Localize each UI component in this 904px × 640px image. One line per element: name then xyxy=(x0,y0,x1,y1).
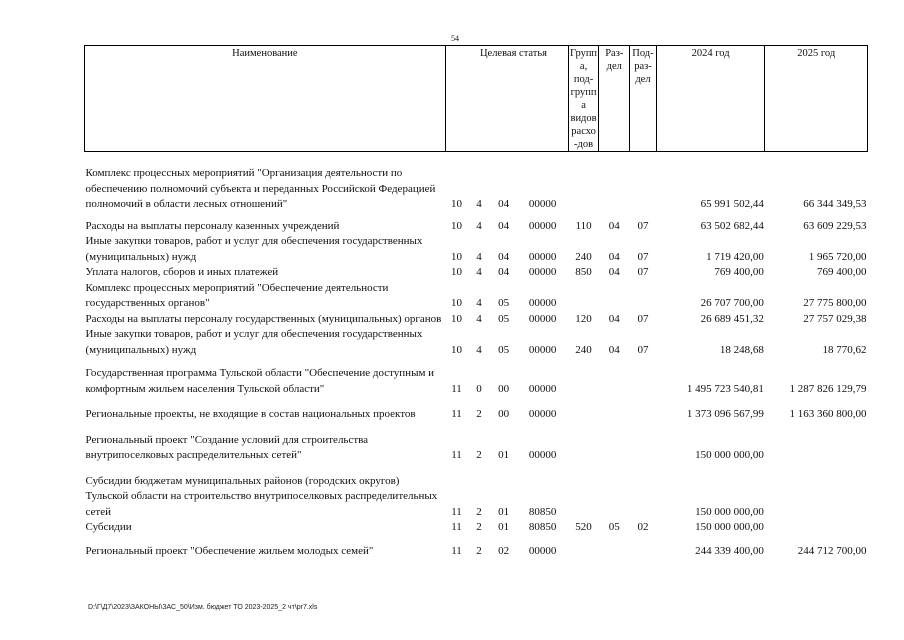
cell-t4: 00000 xyxy=(528,250,557,263)
cell-t2: 4 xyxy=(476,219,482,232)
table-header-row xyxy=(85,46,868,152)
cell-subsection: 07 xyxy=(637,266,649,278)
file-path-footer: D:\Г\Д7\2023\ЗАКОНЫ\ЗАС_50\Изм. бюджет ТО 2023-2025_2 чт\pr7.xls xyxy=(88,604,318,611)
cell-t2: 4 xyxy=(476,297,482,309)
cell-y2025: 63 609 229,53 xyxy=(803,219,867,232)
cell-y2025: 18 770,62 xyxy=(822,343,867,356)
cell-t4: 80850 xyxy=(528,505,557,518)
cell-y2024: 1 495 723 540,81 xyxy=(686,382,764,395)
table-row xyxy=(85,312,868,328)
cell-subsection xyxy=(630,358,657,397)
cell-y2024: 150 000 000,00 xyxy=(695,505,764,518)
cell-name: Иные закупки товаров, работ и услуг для обеспечения государственных (муниципальных) нужд xyxy=(85,328,423,356)
cell-y2024: 1 719 420,00 xyxy=(706,250,764,263)
cell-t2: 2 xyxy=(476,408,482,420)
cell-t1: 10 xyxy=(451,250,462,263)
cell-t2: 0 xyxy=(476,382,482,395)
cell-y2025: 244 712 700,00 xyxy=(797,544,867,557)
cell-name: Уплата налогов, сборов и иных платежей xyxy=(85,266,279,278)
cell-subsection xyxy=(630,464,657,521)
header-target xyxy=(479,46,568,152)
cell-y2025: 1 163 360 800,00 xyxy=(789,408,867,420)
cell-subsection: 07 xyxy=(637,250,649,263)
cell-group xyxy=(568,358,599,397)
cell-subsection: 07 xyxy=(637,343,649,356)
cell-t3: 04 xyxy=(498,250,510,263)
table-row xyxy=(85,213,868,235)
cell-y2025: 27 757 029,38 xyxy=(803,312,867,325)
cell-section: 04 xyxy=(608,343,620,356)
cell-name: Комплекс процессных мероприятий "Обеспечение деятельности государственных органов" xyxy=(85,281,389,309)
cell-t4: 00000 xyxy=(528,266,557,278)
cell-t4: 00000 xyxy=(528,312,557,325)
cell-name: Региональный проект "Обеспечение жильем молодых семей" xyxy=(85,544,374,557)
cell-t2: 4 xyxy=(476,266,482,278)
table-row xyxy=(85,520,868,536)
cell-t4: 00000 xyxy=(528,219,557,232)
cell-name: Комплекс процессных мероприятий "Организация деятельности по обеспечению полномочий субъекта и переданных Российской Федерацией полномочий в области лесных отношений" xyxy=(85,167,436,210)
cell-name: Региональный проект "Создание условий для строительства внутрипоселковых распределительных сетей" xyxy=(85,433,369,461)
page-number: 54 xyxy=(451,34,459,43)
table-row xyxy=(85,536,868,560)
cell-t4: 80850 xyxy=(528,521,557,533)
cell-section: 04 xyxy=(608,312,620,325)
cell-y2024: 244 339 400,00 xyxy=(695,544,764,557)
table-row xyxy=(85,464,868,521)
header-2024: 2024 год xyxy=(656,46,765,152)
cell-group xyxy=(568,423,599,464)
header-2025: 2025 год xyxy=(765,46,868,152)
cell-subsection xyxy=(630,536,657,560)
cell-t2: 4 xyxy=(476,312,482,325)
cell-t3: 04 xyxy=(498,219,510,232)
cell-t1: 11 xyxy=(451,449,462,461)
cell-t4: 00000 xyxy=(528,544,557,557)
cell-t3: 04 xyxy=(498,266,510,278)
cell-group: 120 xyxy=(575,312,592,325)
cell-t1: 10 xyxy=(451,198,462,210)
table-row xyxy=(85,152,868,213)
cell-name: Государственная программа Тульской области "Обеспечение доступным и комфортным жильем населения Тульской области" xyxy=(85,367,435,395)
header-group: Группа, под-группа видов расхо-дов xyxy=(568,46,599,152)
budget-table xyxy=(84,45,868,559)
cell-name: Иные закупки товаров, работ и услуг для обеспечения государственных (муниципальных) нужд xyxy=(85,235,423,263)
cell-t4: 00000 xyxy=(528,408,557,420)
cell-t4: 00000 xyxy=(528,297,557,309)
cell-t3: 02 xyxy=(498,544,510,557)
cell-t2: 4 xyxy=(476,198,482,210)
cell-t3: 05 xyxy=(498,297,510,309)
cell-t2: 2 xyxy=(476,505,482,518)
cell-group: 850 xyxy=(575,266,592,278)
cell-y2025: 66 344 349,53 xyxy=(803,198,867,210)
cell-subsection xyxy=(630,423,657,464)
cell-group: 110 xyxy=(575,219,592,232)
cell-y2024: 18 248,68 xyxy=(719,343,764,356)
header-section: Раз-дел xyxy=(599,46,630,152)
cell-y2025 xyxy=(765,423,868,464)
table-row xyxy=(85,397,868,423)
cell-t2: 4 xyxy=(476,343,482,356)
cell-y2025 xyxy=(765,520,868,536)
cell-t4: 00000 xyxy=(528,382,557,395)
cell-t2: 4 xyxy=(476,250,482,263)
header-name: Наименование xyxy=(85,46,446,152)
cell-section xyxy=(599,281,630,312)
cell-section xyxy=(599,423,630,464)
cell-y2025: 27 775 800,00 xyxy=(803,297,867,309)
cell-subsection xyxy=(630,397,657,423)
cell-section xyxy=(599,536,630,560)
cell-name: Региональные проекты, не входящие в состав национальных проектов xyxy=(85,408,416,420)
header-target-label: Целевая статья xyxy=(479,48,548,59)
cell-t1: 11 xyxy=(451,382,462,395)
cell-t1: 11 xyxy=(451,521,462,533)
cell-subsection: 07 xyxy=(637,219,649,232)
cell-group xyxy=(568,464,599,521)
cell-section xyxy=(599,397,630,423)
cell-t3: 01 xyxy=(498,521,510,533)
cell-y2024: 26 689 451,32 xyxy=(700,312,764,325)
cell-section: 04 xyxy=(608,266,620,278)
cell-name: Субсидии xyxy=(85,521,132,533)
cell-t1: 10 xyxy=(451,297,462,309)
cell-y2025: 1 965 720,00 xyxy=(808,250,867,263)
cell-y2025: 1 287 826 129,79 xyxy=(789,382,867,395)
cell-t1: 11 xyxy=(451,544,462,557)
cell-t2: 2 xyxy=(476,544,482,557)
cell-section: 04 xyxy=(608,219,620,232)
cell-subsection: 07 xyxy=(637,312,649,325)
cell-subsection xyxy=(630,281,657,312)
cell-t3: 00 xyxy=(498,408,510,420)
cell-y2024: 26 707 700,00 xyxy=(700,297,764,309)
cell-section xyxy=(599,358,630,397)
cell-t3: 04 xyxy=(498,198,510,210)
cell-t3: 00 xyxy=(498,382,510,395)
cell-group xyxy=(568,397,599,423)
cell-group: 520 xyxy=(575,521,592,533)
cell-y2024: 150 000 000,00 xyxy=(695,449,764,461)
cell-name: Расходы на выплаты персоналу казенных учреждений xyxy=(85,219,340,232)
cell-section: 05 xyxy=(608,521,620,533)
cell-t1: 10 xyxy=(451,219,462,232)
cell-t1: 11 xyxy=(451,408,462,420)
cell-t1: 10 xyxy=(451,343,462,356)
cell-t3: 01 xyxy=(498,449,510,461)
cell-section: 04 xyxy=(608,250,620,263)
cell-group xyxy=(568,536,599,560)
cell-t2: 2 xyxy=(476,449,482,461)
cell-t4: 00000 xyxy=(528,198,557,210)
table-row xyxy=(85,423,868,464)
table-row xyxy=(85,281,868,312)
cell-y2024: 1 373 096 567,99 xyxy=(686,408,764,420)
table-row xyxy=(85,327,868,358)
cell-group: 240 xyxy=(575,343,592,356)
cell-y2024: 150 000 000,00 xyxy=(695,521,764,533)
cell-y2024: 63 502 682,44 xyxy=(700,219,764,232)
cell-t1: 11 xyxy=(451,505,462,518)
cell-t1: 10 xyxy=(451,312,462,325)
cell-y2024: 769 400,00 xyxy=(714,266,764,278)
cell-name: Расходы на выплаты персоналу государственных (муниципальных) органов xyxy=(85,312,442,325)
cell-t4: 00000 xyxy=(528,343,557,356)
cell-t2: 2 xyxy=(476,521,482,533)
cell-y2024: 65 991 502,44 xyxy=(700,198,764,210)
cell-section xyxy=(599,464,630,521)
cell-t3: 05 xyxy=(498,312,510,325)
cell-group xyxy=(568,152,599,213)
table-row xyxy=(85,234,868,265)
cell-t3: 01 xyxy=(498,505,510,518)
cell-t4: 00000 xyxy=(528,449,557,461)
table-row xyxy=(85,358,868,397)
cell-subsection: 02 xyxy=(637,521,649,533)
table-body xyxy=(85,152,868,560)
cell-subsection xyxy=(630,152,657,213)
cell-group: 240 xyxy=(575,250,592,263)
cell-y2025 xyxy=(765,464,868,521)
table-row xyxy=(85,265,868,281)
header-subsection: Под-раз-дел xyxy=(630,46,657,152)
cell-y2025: 769 400,00 xyxy=(817,266,867,278)
cell-t3: 05 xyxy=(498,343,510,356)
cell-name: Субсидии бюджетам муниципальных районов (городских округов) Тульской области на строительство внутрипоселковых распределительных сетей xyxy=(85,474,438,518)
cell-t1: 10 xyxy=(451,266,462,278)
cell-section xyxy=(599,152,630,213)
cell-group xyxy=(568,281,599,312)
header-blank xyxy=(445,46,517,152)
